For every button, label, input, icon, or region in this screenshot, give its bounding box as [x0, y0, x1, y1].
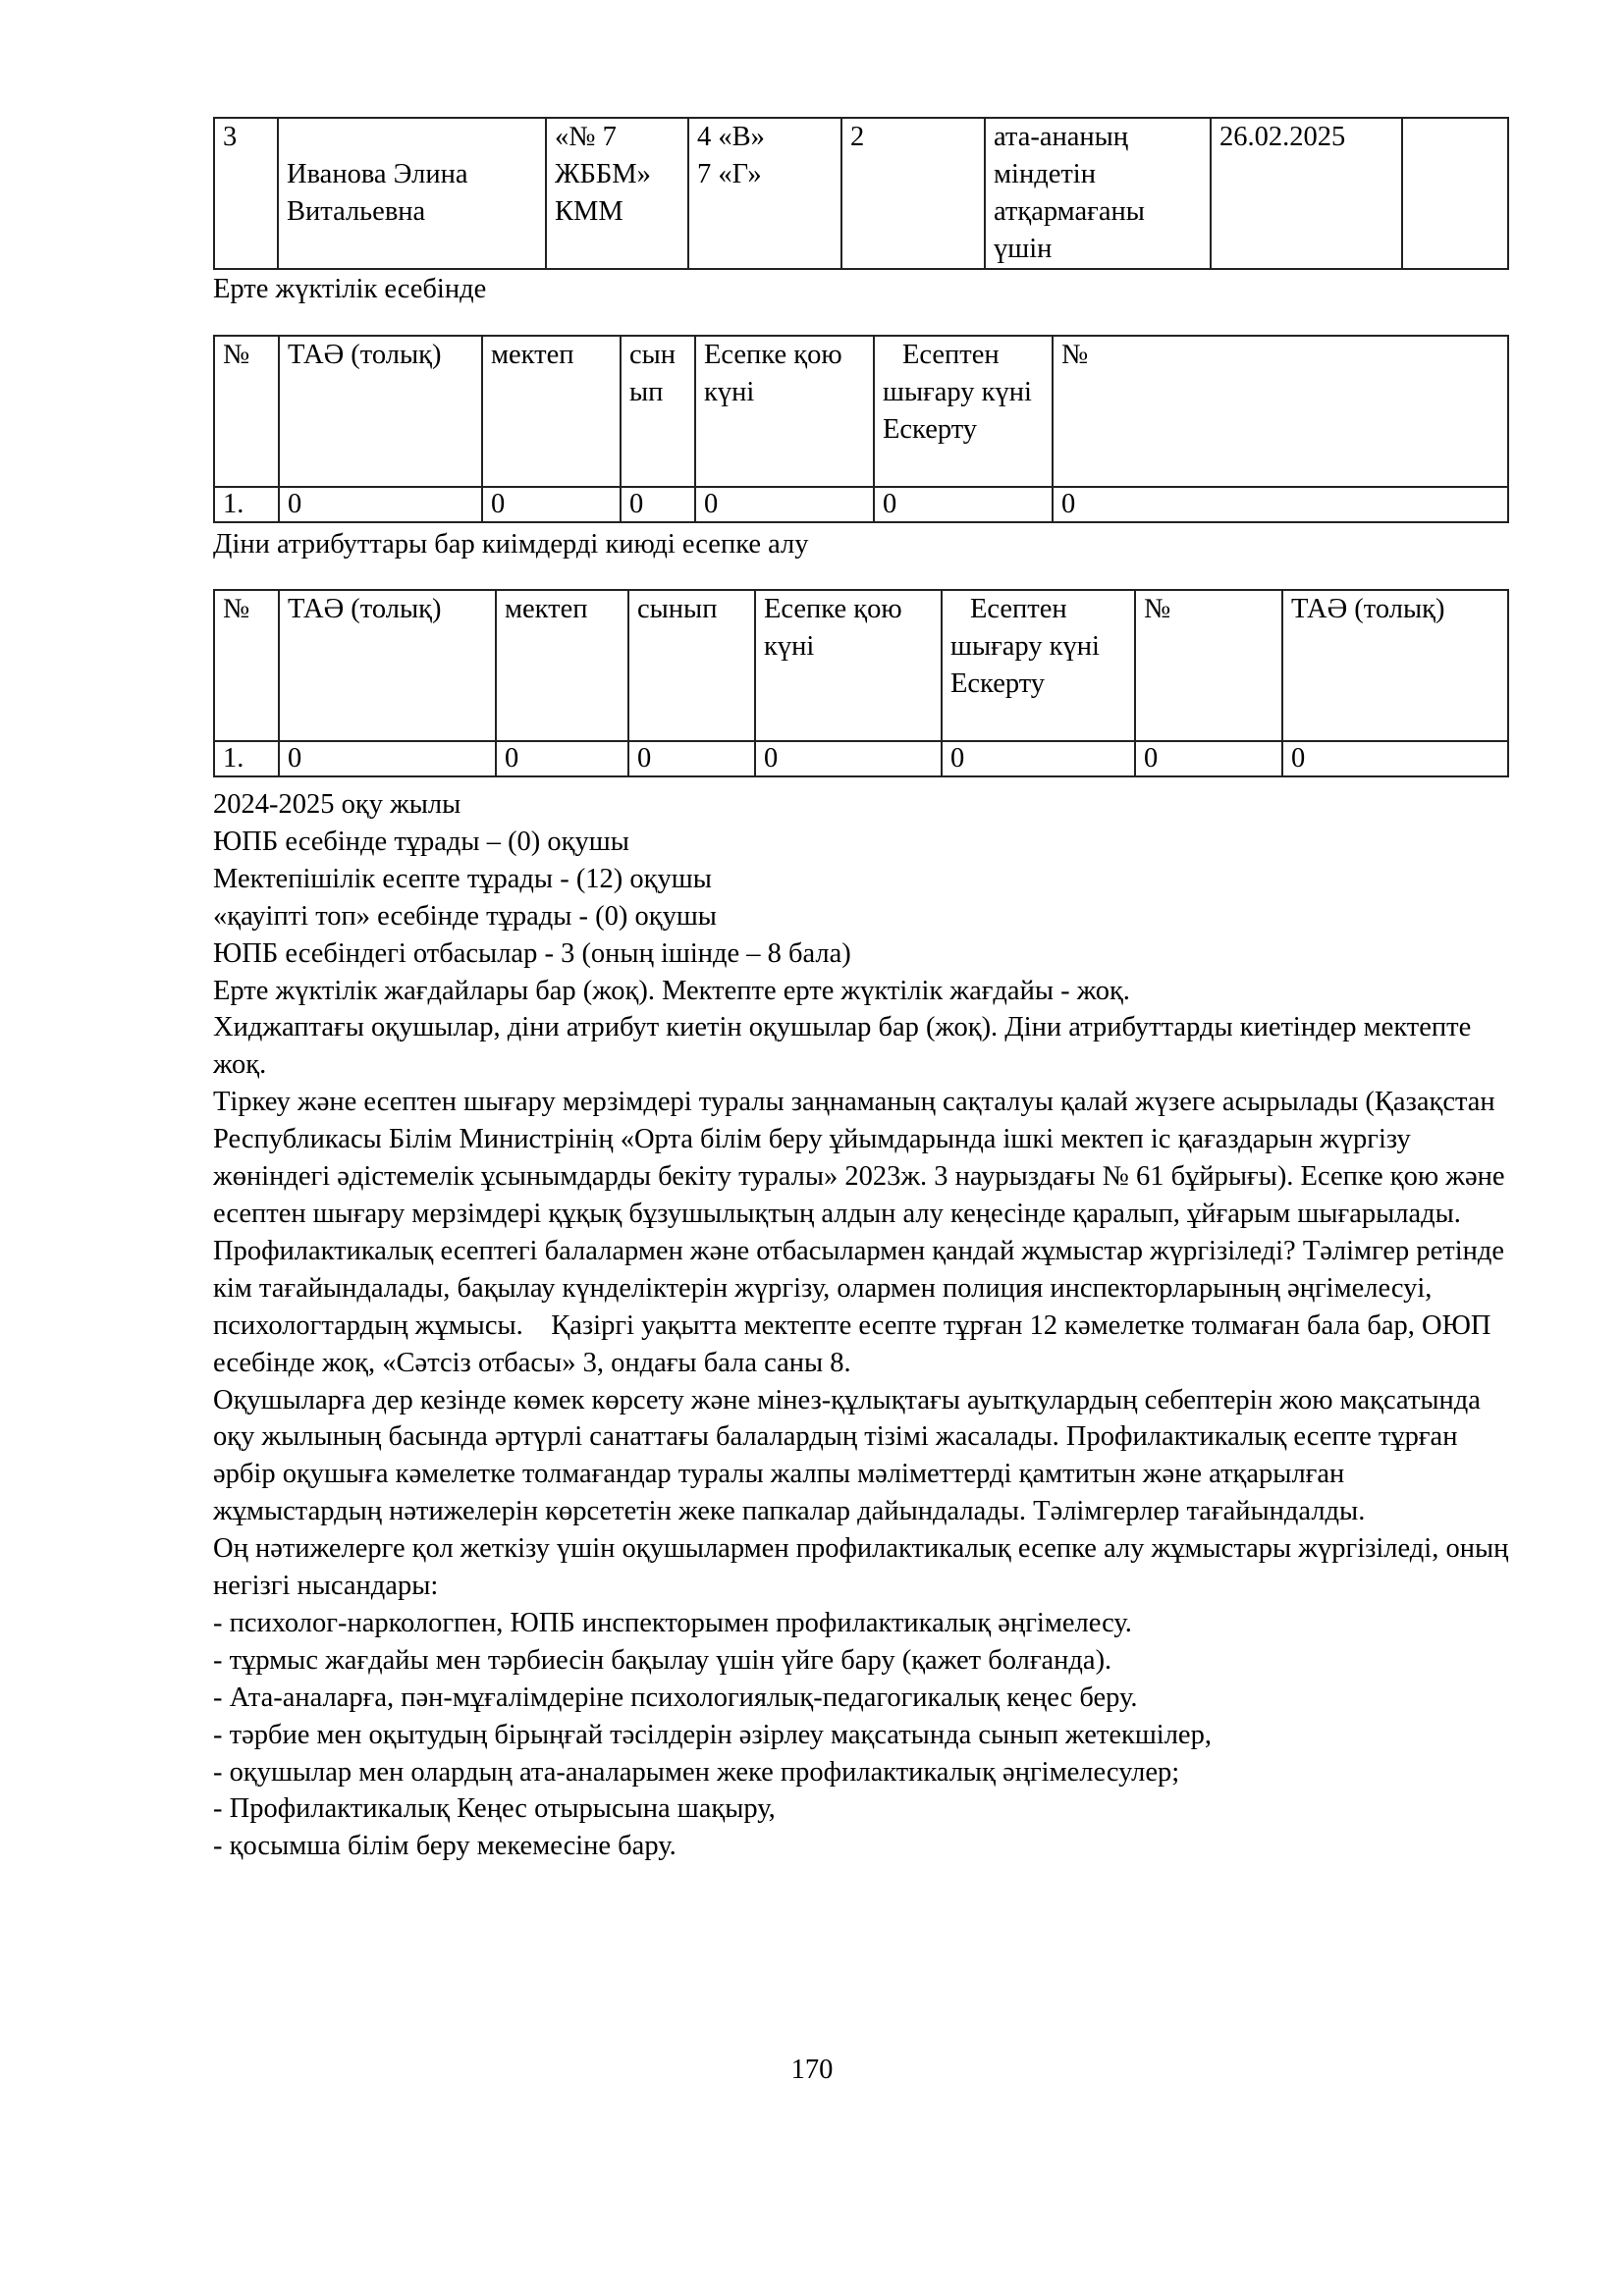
cell: 0 [628, 741, 755, 776]
cell: 0 [1135, 741, 1282, 776]
cell: 0 [482, 487, 621, 522]
header-cell: Есептен шығару күні Ескерту [874, 336, 1053, 487]
table-row [214, 118, 1508, 269]
paragraph: «қауіпті топ» есебінде тұрады - (0) оқушы [213, 900, 717, 932]
table-header-row [214, 590, 1508, 741]
header-cell: № [1135, 590, 1282, 741]
header-cell: ТАӘ (толық) [279, 590, 496, 741]
cell-class [688, 118, 841, 269]
list-item: - оқушылар мен олардың ата-аналарымен жеке профилактикалық әңгімелесулер; [213, 1756, 1180, 1788]
body-text [213, 786, 1519, 1865]
paragraph: Оң нәтижелерге қол жеткізу үшін оқушылармен профилактикалық есепке алу жұмыстары жүргізіледі, оның негізгі нысандары: [213, 1533, 1509, 1602]
cell: 0 [1053, 487, 1508, 522]
early-pregnancy-table [213, 335, 1509, 523]
class-line-2: 7 «Г» [697, 159, 762, 189]
header-cell: Есепке қою күні [695, 336, 874, 487]
page-number: 170 [790, 2055, 834, 2085]
paragraph: ЮПБ есебінде тұрады – (0) оқушы [213, 826, 629, 857]
caption-early-pregnancy: Ерте жүктілік есебінде [213, 274, 487, 304]
registered-students-table [213, 117, 1509, 270]
header-cell: сынып [621, 336, 695, 487]
header-cell: № [1053, 336, 1508, 487]
list-item: - Профилактикалық Кеңес отырысына шақыру, [213, 1793, 776, 1825]
table-row [214, 741, 1508, 776]
name-line-1: Иванова Элина [287, 159, 468, 189]
cell: 0 [874, 487, 1053, 522]
paragraph: Оқушыларға дер кезінде көмек көрсету және мінез-құлықтағы ауытқулардың себептерін жою мақсатында оқу жылының басында әртүрлі санаттағы балалардың тізімі жасалады. Профилактикалық есепте тұрған әрбір оқушыға кәмелетке толмағандар туралы жалпы мәліметтерді қамтитын және атқарылған жұмыстардың нәтижелерін көрсететін жеке папкалар дайындалады. Тәлімгерлер тағайындалды. [213, 1384, 1481, 1527]
cell: 0 [695, 487, 874, 522]
cell-note [1402, 118, 1508, 269]
list-item: - психолог-наркологпен, ЮПБ инспекторымен профилактикалық әңгімелесу. [213, 1607, 1132, 1638]
table-header-row [214, 336, 1508, 487]
cell: 0 [496, 741, 628, 776]
header-cell: мектеп [482, 336, 621, 487]
header-cell: № [214, 590, 279, 741]
header-cell: Есептен шығару күні Ескерту [942, 590, 1135, 741]
header-cell: ТАӘ (толық) [279, 336, 482, 487]
caption-religious-attributes: Діни атрибуттары бар киімдерді киюді есепке алу [213, 529, 809, 560]
cell: 0 [1282, 741, 1508, 776]
cell: 1. [214, 487, 279, 522]
cell: 0 [621, 487, 695, 522]
class-line-1: 4 «В» [697, 122, 765, 152]
table-row [214, 487, 1508, 522]
header-cell: мектеп [496, 590, 628, 741]
paragraph: ЮПБ есебіндегі отбасылар - 3 (оның ішінде – 8 бала) [213, 937, 851, 969]
cell-name [278, 118, 546, 269]
cell-date: 26.02.2025 [1211, 118, 1402, 269]
cell: 0 [279, 741, 496, 776]
paragraph: 2024-2025 оқу жылы [213, 789, 461, 820]
header-cell: ТАӘ (толық) [1282, 590, 1508, 741]
list-item: - қосымша білім беру мекемесіне бару. [213, 1831, 677, 1862]
list-item: - тұрмыс жағдайы мен тәрбиесін бақылау үшін үйге бару (қажет болғанда). [213, 1644, 1112, 1676]
cell-num: 3 [214, 118, 278, 269]
paragraph: Ерте жүктілік жағдайлары бар (жоқ). Мектепте ерте жүктілік жағдайы - жоқ. [213, 975, 1130, 1006]
cell: 0 [942, 741, 1135, 776]
cell-school: «№ 7 ЖББМ» КММ [546, 118, 688, 269]
header-cell: сынып [628, 590, 755, 741]
header-cell: Есепке қою күні [755, 590, 942, 741]
cell: 0 [755, 741, 942, 776]
list-item: - Ата-аналарға, пән-мұғалімдеріне психологиялық-педагогикалық кеңес беру. [213, 1682, 1138, 1713]
cell: 0 [279, 487, 482, 522]
list-item: - тәрбие мен оқытудың бірыңғай тәсілдерін әзірлеу мақсатында сынып жетекшілер, [213, 1719, 1212, 1750]
cell-reason: ата-ананың міндетін атқармағаны үшін [985, 118, 1211, 269]
cell-count: 2 [841, 118, 985, 269]
paragraph: Мектепішілік есепте тұрады - (12) оқушы [213, 863, 712, 894]
paragraph: Тіркеу және есептен шығару мерзімдері туралы заңнаманың сақталуы қалай жүзеге асырылады (Қазақстан Республикасы Білім Министрінің «Орта білім беру ұйымдарында ішкі мектеп іс қағаздарын жүргізу жөніндегі әдістемелік ұсынымдарды бекіту туралы» 2023ж. 3 наурыздағы № 61 бұйрығы). Есепке қою және есептен шығару мерзімдері құқық бұзушылықтың алдын алу кеңесінде қаралып, ұйғарым шығарылады. [213, 1087, 1505, 1229]
cell: 1. [214, 741, 279, 776]
paragraph: Профилактикалық есептегі балалармен және отбасылармен қандай жұмыстар жүргізіледі? Тәлімгер ретінде кім тағайындалады, бақылау күнделіктерін жүргізу, олармен полиция инспекторларының әңгімелесуі, психологтардың жұмысы. Қазіргі уақытта мектепте есепте тұрған 12 кәмелетке толмаған бала бар, ОЮП есебінде жоқ, «Сәтсіз отбасы» 3, ондағы бала саны 8. [213, 1235, 1512, 1378]
header-cell: № [214, 336, 279, 487]
religious-attributes-table [213, 589, 1509, 777]
paragraph: Хиджаптағы оқушылар, діни атрибут киетін оқушылар бар (жоқ). Діни атрибуттарды киетіндер мектепте жоқ. [213, 1012, 1472, 1081]
name-line-2: Витальевна [287, 196, 426, 227]
